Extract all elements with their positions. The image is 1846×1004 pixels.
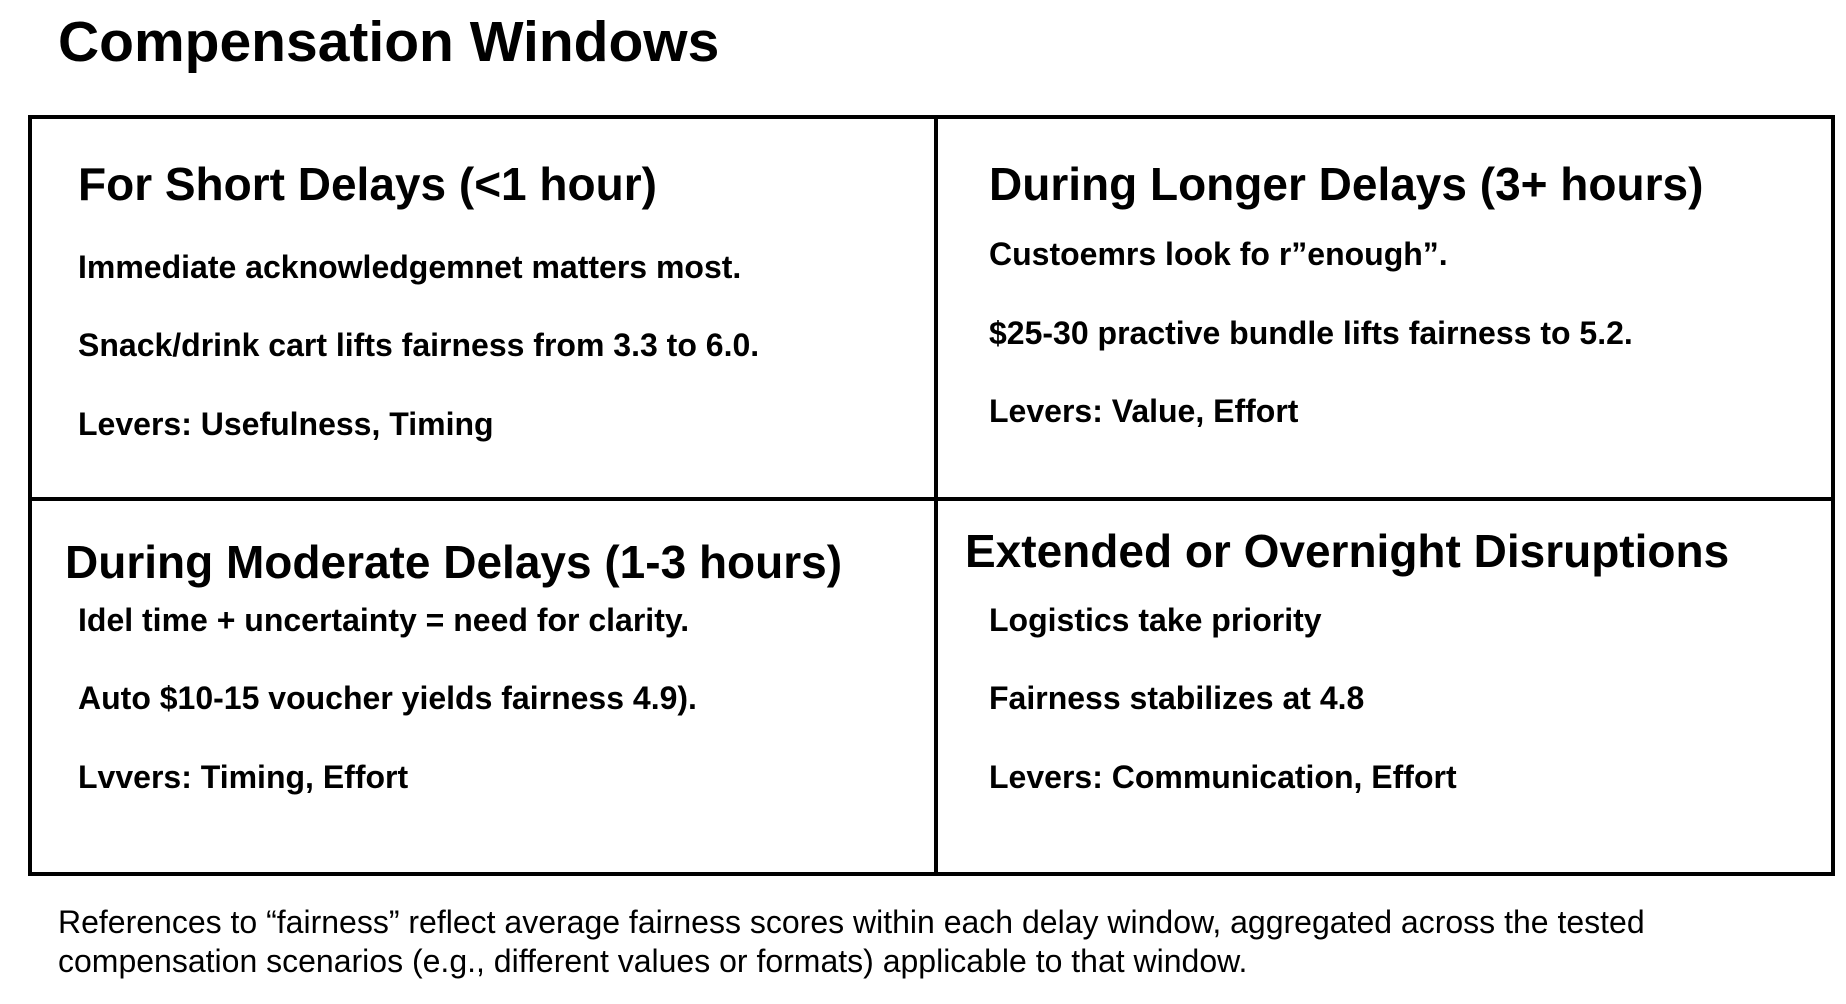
page-title: Compensation Windows xyxy=(58,10,720,74)
overnight-disruptions-levers: Levers: Communication, Effort xyxy=(989,759,1457,795)
moderate-delays-line-2: Auto $10-15 voucher yields fairness 4.9). xyxy=(78,680,697,716)
overnight-disruptions-title: Extended or Overnight Disruptions xyxy=(965,525,1730,577)
overnight-disruptions-line-1: Logistics take priority xyxy=(989,602,1322,638)
grid-divider-vertical xyxy=(934,119,938,872)
short-delays-line-2: Snack/drink cart lifts fairness from 3.3 to 6.0. xyxy=(78,327,760,363)
footnote: References to “fairness” reflect average fairness scores within each delay window, aggregated across the tested compensation scenarios (e.g., different values or formats) applicable to that window. xyxy=(58,904,1645,979)
longer-delays-line-1: Custoemrs look fo r”enough”. xyxy=(989,236,1448,272)
compensation-grid xyxy=(28,115,1835,876)
short-delays-line-1: Immediate acknowledgemnet matters most. xyxy=(78,249,742,285)
short-delays-levers: Levers: Usefulness, Timing xyxy=(78,406,494,442)
longer-delays-title: During Longer Delays (3+ hours) xyxy=(989,158,1704,210)
moderate-delays-line-1: Idel time + uncertainty = need for clarity. xyxy=(78,602,690,638)
short-delays-title: For Short Delays (<1 hour) xyxy=(78,158,657,210)
moderate-delays-title: During Moderate Delays (1-3 hours) xyxy=(65,536,843,588)
overnight-disruptions-line-2: Fairness stabilizes at 4.8 xyxy=(989,680,1365,716)
longer-delays-line-2: $25-30 practive bundle lifts fairness to 5.2. xyxy=(989,315,1633,351)
moderate-delays-levers: Lvvers: Timing, Effort xyxy=(78,759,409,795)
longer-delays-levers: Levers: Value, Effort xyxy=(989,393,1299,429)
grid-divider-horizontal xyxy=(32,497,1831,501)
